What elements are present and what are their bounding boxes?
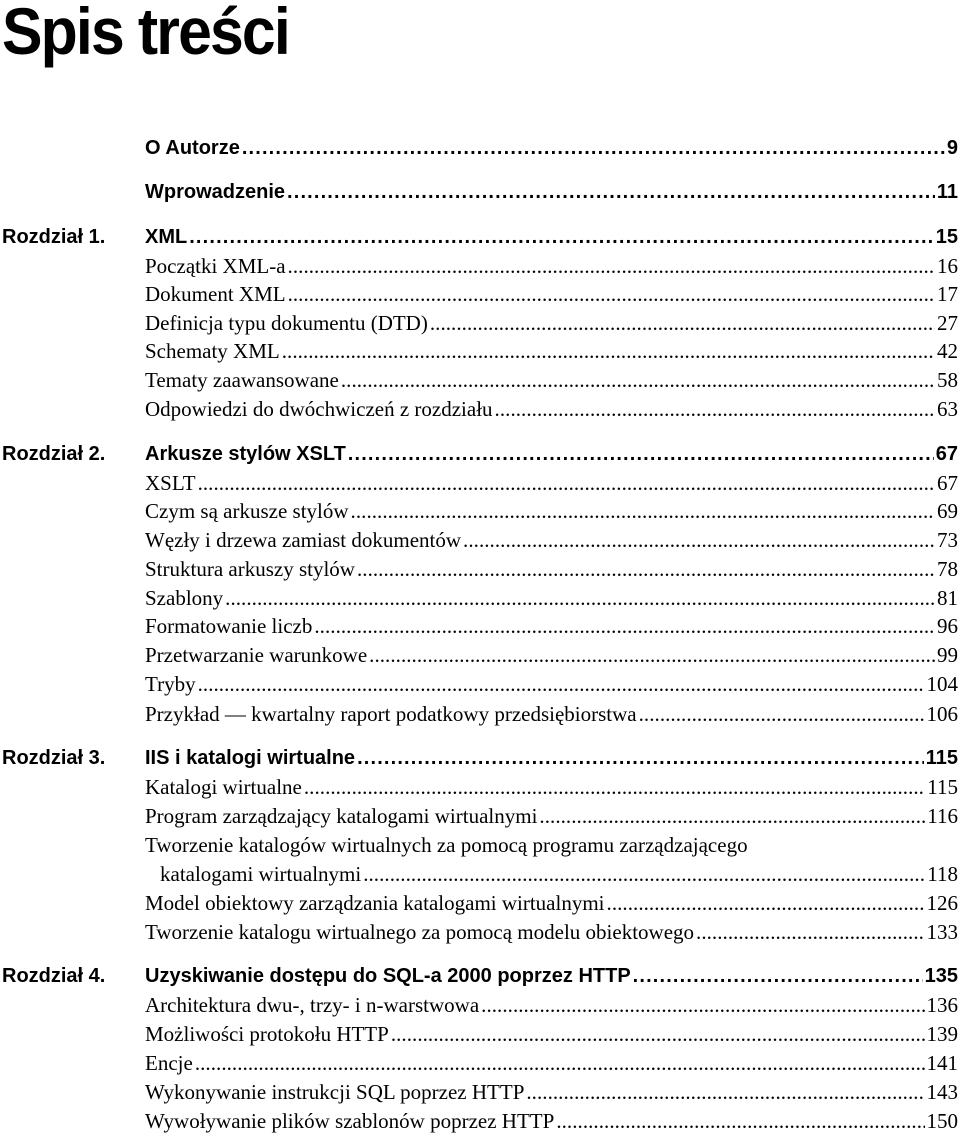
entry-title: katalogami wirtualnymi <box>160 862 362 886</box>
page-number: 73 <box>937 528 958 552</box>
entry-title: Wprowadzenie <box>145 181 286 203</box>
toc-section-row <box>0 918 960 946</box>
toc-section-row <box>0 773 960 801</box>
dot-leader <box>242 134 945 162</box>
dot-leader <box>539 802 925 830</box>
page-number: 17 <box>937 282 958 306</box>
dot-leader <box>696 918 924 946</box>
toc-section-row <box>0 860 960 888</box>
dot-leader <box>369 641 935 669</box>
toc-entry[interactable] <box>145 469 958 497</box>
dot-leader <box>198 469 935 497</box>
toc-section-row <box>0 1107 960 1135</box>
dot-leader <box>341 366 935 394</box>
toc-section-row <box>0 700 960 728</box>
entry-title: Przetwarzanie warunkowe <box>145 643 368 667</box>
dot-leader <box>348 440 934 468</box>
page-number: 115 <box>927 775 958 799</box>
entry-title: Program zarządzający katalogami wirtualnymi <box>145 804 538 828</box>
page-number: 11 <box>936 181 958 203</box>
toc-section-row <box>0 337 960 365</box>
page-number: 67 <box>935 443 958 465</box>
dot-leader <box>391 1020 925 1048</box>
toc-entry[interactable] <box>145 223 958 251</box>
page-number: 15 <box>935 226 958 248</box>
dot-leader <box>495 395 935 423</box>
entry-title: Arkusze stylów XSLT <box>145 443 346 465</box>
toc-entry[interactable] <box>145 700 958 728</box>
toc-entry[interactable] <box>145 178 958 206</box>
entry-title: Tematy zaawansowane <box>145 368 339 392</box>
toc-entry[interactable] <box>145 252 958 280</box>
dot-leader <box>314 612 935 640</box>
toc-section-row <box>0 366 960 394</box>
entry-title: Tworzenie katalogów wirtualnych za pomocą programu zarządzającego <box>145 833 748 857</box>
toc-entry[interactable] <box>145 497 958 525</box>
entry-title: Schematy XML <box>145 339 280 363</box>
toc-entry[interactable] <box>145 526 958 554</box>
toc-section-row <box>0 991 960 1019</box>
page-number: 9 <box>946 137 958 159</box>
entry-title: Odpowiedzi do dwóchwiczeń z rozdziału <box>145 397 493 421</box>
entry-title: Węzły i drzewa zamiast dokumentów <box>145 528 462 552</box>
entry-title: Wywoływanie plików szablonów poprzez HTTP <box>145 1109 555 1133</box>
toc-entry[interactable] <box>145 773 958 801</box>
entry-title: Przykład — kwartalny raport podatkowy przedsiębiorstwa <box>145 702 637 726</box>
entry-title: Struktura arkuszy stylów <box>145 557 355 581</box>
toc-entry[interactable] <box>145 641 958 669</box>
entry-title: IIS i katalogi wirtualne <box>145 747 356 769</box>
page-number: 69 <box>937 499 958 523</box>
page-number: 96 <box>937 614 958 638</box>
toc-entry[interactable] <box>145 889 958 917</box>
entry-title: Dokument XML <box>145 282 286 306</box>
toc-chapter-row <box>0 178 960 206</box>
entry-title: Tryby <box>145 672 196 696</box>
dot-leader <box>198 670 925 698</box>
page-number: 143 <box>926 1080 958 1104</box>
toc-section-row <box>0 469 960 497</box>
toc-entry[interactable] <box>145 1078 958 1106</box>
dot-leader <box>526 1078 924 1106</box>
toc-entry[interactable] <box>145 831 958 859</box>
entry-title: Możliwości protokołu HTTP <box>145 1022 389 1046</box>
toc-section-row <box>0 612 960 640</box>
toc-entry[interactable] <box>145 802 958 830</box>
toc-chapter-row <box>0 440 960 468</box>
page-number: 118 <box>927 862 958 886</box>
entry-title: Architektura dwu-, trzy- i n-warstwowa <box>145 993 480 1017</box>
page-number: 133 <box>926 920 958 944</box>
toc-section-row <box>0 670 960 698</box>
page-number: 136 <box>926 993 958 1017</box>
dot-leader <box>304 773 925 801</box>
toc-chapter-row <box>0 744 960 772</box>
dot-leader <box>556 1107 924 1135</box>
entry-title: Model obiektowy zarządzania katalogami wirtualnymi <box>145 891 605 915</box>
page-number: 104 <box>926 672 958 696</box>
dot-leader <box>189 223 934 251</box>
page-number: 126 <box>926 891 958 915</box>
dot-leader <box>195 1049 925 1077</box>
dot-leader <box>287 178 935 206</box>
toc-section-row <box>0 309 960 337</box>
dot-leader <box>357 744 924 772</box>
entry-title: Katalogi wirtualne <box>145 775 302 799</box>
page-number: 42 <box>937 339 958 363</box>
entry-title: O Autorze <box>145 137 240 159</box>
toc-section-row <box>0 555 960 583</box>
entry-title: XSLT <box>145 471 196 495</box>
page-number: 78 <box>937 557 958 581</box>
toc-entry[interactable] <box>145 670 958 698</box>
chapter-number: Rozdział 4. <box>2 965 106 987</box>
page-number: 139 <box>926 1022 958 1046</box>
dot-leader <box>430 309 935 337</box>
entry-title: Uzyskiwanie dostępu do SQL-a 2000 poprzez HTTP <box>145 965 631 987</box>
toc-entry[interactable] <box>145 134 958 162</box>
toc-entry[interactable] <box>145 991 958 1019</box>
dot-leader <box>363 860 925 888</box>
dot-leader <box>481 991 924 1019</box>
dot-leader <box>639 700 925 728</box>
toc-section-row <box>0 1078 960 1106</box>
toc-entry[interactable] <box>160 860 958 888</box>
toc-entry[interactable] <box>145 612 958 640</box>
dot-leader <box>607 889 925 917</box>
toc-chapter-row <box>0 223 960 251</box>
chapter-number: Rozdział 3. <box>2 747 106 769</box>
toc-section-row <box>0 497 960 525</box>
toc-entry[interactable] <box>145 337 958 365</box>
toc-entry[interactable] <box>145 962 958 990</box>
page-number: 27 <box>937 311 958 335</box>
dot-leader <box>463 526 935 554</box>
entry-title: Wykonywanie instrukcji SQL poprzez HTTP <box>145 1080 525 1104</box>
page-number: 99 <box>937 643 958 667</box>
entry-title: Formatowanie liczb <box>145 614 313 638</box>
toc-section-row <box>0 1020 960 1048</box>
toc-entry[interactable] <box>145 555 958 583</box>
toc-section-row <box>0 252 960 280</box>
toc-section-row <box>0 526 960 554</box>
toc-entry[interactable] <box>145 744 958 772</box>
toc-entry[interactable] <box>145 366 958 394</box>
toc-section-row <box>0 802 960 830</box>
toc-entry[interactable] <box>145 1020 958 1048</box>
toc-entry[interactable] <box>145 584 958 612</box>
toc-section-row <box>0 1049 960 1077</box>
toc-entry[interactable] <box>145 280 958 308</box>
toc-entry[interactable] <box>145 918 958 946</box>
dot-leader <box>282 337 935 365</box>
toc-section-row <box>0 831 960 859</box>
toc-section-row <box>0 395 960 423</box>
page-number: 150 <box>926 1109 958 1133</box>
dot-leader <box>357 555 935 583</box>
toc-section-row <box>0 280 960 308</box>
toc-entry[interactable] <box>145 395 958 423</box>
page-number: 81 <box>937 586 958 610</box>
toc-entry[interactable] <box>145 1049 958 1077</box>
page-number: 106 <box>926 702 958 726</box>
entry-title: Definicja typu dokumentu (DTD) <box>145 311 428 335</box>
toc-chapter-row <box>0 134 960 162</box>
toc-chapter-row <box>0 962 960 990</box>
page-number: 67 <box>937 471 958 495</box>
entry-title: Tworzenie katalogu wirtualnego za pomocą modelu obiektowego <box>145 920 695 944</box>
entry-title: Encje <box>145 1051 193 1075</box>
toc-entry[interactable] <box>145 309 958 337</box>
page-number: 16 <box>937 254 958 278</box>
entry-title: XML <box>145 226 188 248</box>
page-number: 116 <box>927 804 958 828</box>
page-title: Spis treści <box>2 0 289 68</box>
page-number: 135 <box>924 965 958 987</box>
dot-leader <box>225 584 935 612</box>
dot-leader <box>633 962 923 990</box>
toc-section-row <box>0 641 960 669</box>
page-number: 141 <box>926 1051 958 1075</box>
entry-title: Szablony <box>145 586 224 610</box>
dot-leader <box>351 497 935 525</box>
entry-title: Początki XML-a <box>145 254 286 278</box>
page-number: 63 <box>937 397 958 421</box>
entry-title: Czym są arkusze stylów <box>145 499 349 523</box>
toc-entry[interactable] <box>145 440 958 468</box>
dot-leader <box>288 252 935 280</box>
page-number: 58 <box>937 368 958 392</box>
chapter-number: Rozdział 1. <box>2 226 106 248</box>
toc-entry[interactable] <box>145 1107 958 1135</box>
chapter-number: Rozdział 2. <box>2 443 106 465</box>
toc-section-row <box>0 584 960 612</box>
toc-section-row <box>0 889 960 917</box>
page-number: 115 <box>925 747 958 769</box>
dot-leader <box>288 280 935 308</box>
